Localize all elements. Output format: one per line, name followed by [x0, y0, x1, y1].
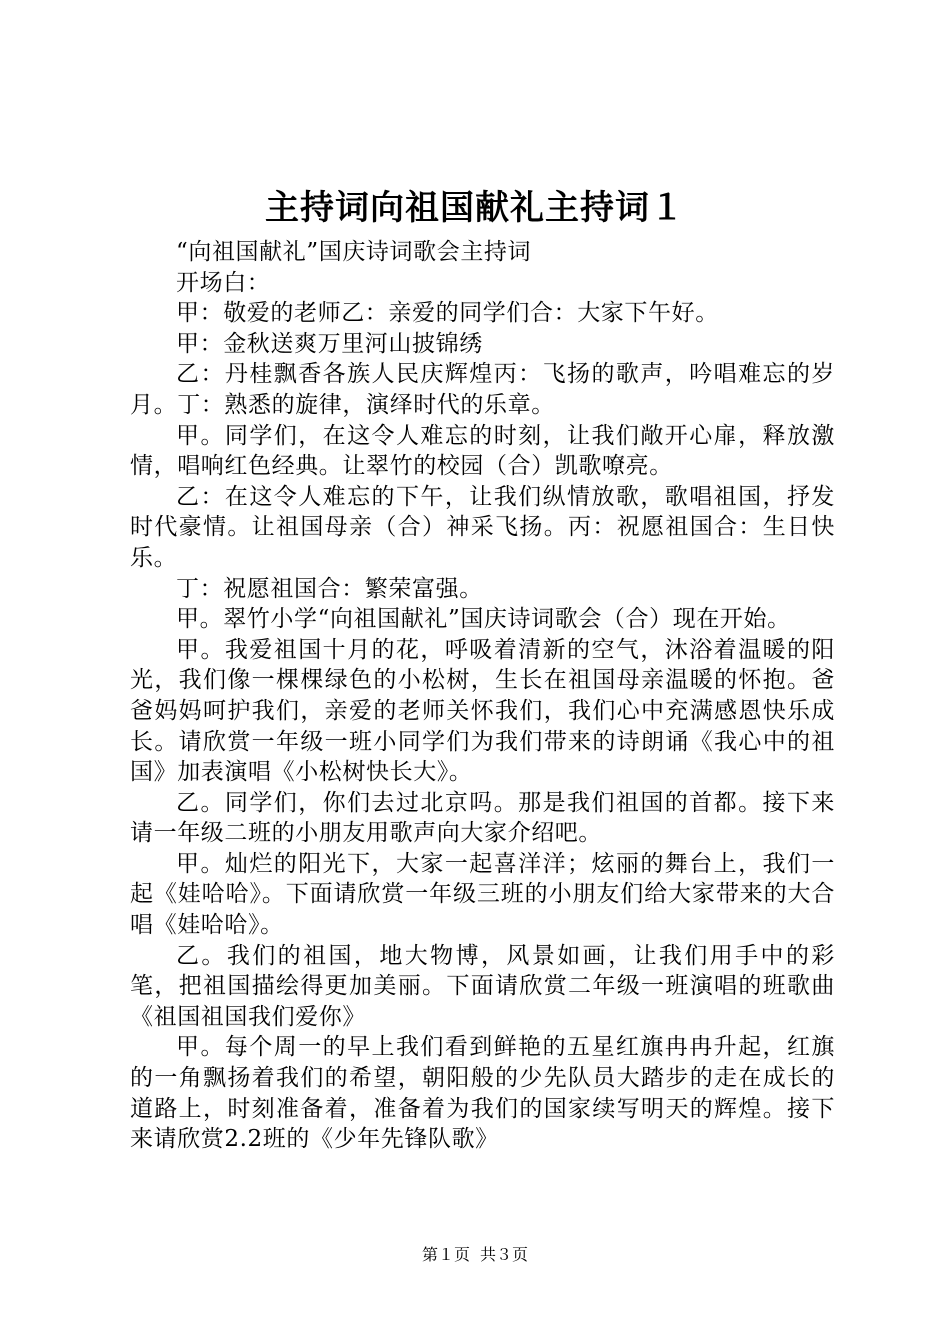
paragraph: 乙：在这令人难忘的下午，让我们纵情放歌，歌唱祖国，抒发时代豪情。让祖国母亲（合）神采飞扬。丙：祝愿祖国合：生日快乐。 — [130, 483, 835, 571]
paragraph: 甲。同学们，在这令人难忘的时刻，让我们敞开心扉，释放激情，唱响红色经典。让翠竹的校园（合）凯歌嘹亮。 — [130, 422, 835, 480]
paragraph-opening-label: 开场白： — [176, 269, 271, 296]
paragraph: 甲。每个周一的早上我们看到鲜艳的五星红旗冉冉升起，红旗的一角飘扬着我们的希望，朝阳般的少先队员大踏步的走在成长的道路上，时刻准备着，准备着为我们的国家续写明天的辉煌。接下来请欣赏2.2班的《少年先锋队歌》 — [130, 1034, 835, 1153]
paragraph: 乙。同学们，你们去过北京吗。那是我们祖国的首都。接下来请一年级二班的小朋友用歌声向大家介绍吧。 — [130, 789, 835, 847]
paragraph-subtitle: “向祖国献礼”国庆诗词歌会主持词 — [176, 239, 532, 265]
paragraph: 甲。我爱祖国十月的花，呼吸着清新的空气，沐浴着温暖的阳光，我们像一棵棵绿色的小松树，生长在祖国母亲温暖的怀抱。爸爸妈妈呵护我们，亲爱的老师关怀我们，我们心中充满感恩快乐成长。请欣赏一年级一班小同学们为我们带来的诗朗诵《我心中的祖国》加表演唱《小松树快长大》。 — [130, 636, 835, 786]
page-total: 共３页 — [480, 1245, 529, 1264]
paragraph: 甲：敬爱的老师乙：亲爱的同学们合：大家下午好。 — [176, 300, 719, 327]
paragraph: 甲：金秋送爽万里河山披锦绣 — [176, 330, 483, 357]
paragraph: 乙。我们的祖国，地大物博，风景如画，让我们用手中的彩笔，把祖国描绘得更加美丽。下面请欣赏二年级一班演唱的班歌曲《祖国祖国我们爱你》 — [130, 942, 835, 1030]
paragraph: 甲。翠竹小学“向祖国献礼”国庆诗词歌会（合）现在开始。 — [176, 606, 791, 633]
paragraph: 丁：祝愿祖国合：繁荣富强。 — [176, 575, 483, 602]
document-body — [130, 237, 835, 1155]
page-footer — [0, 1245, 950, 1265]
paragraph: 乙：丹桂飘香各族人民庆辉煌丙：飞扬的歌声，吟唱难忘的岁月。丁：熟悉的旋律，演绎时代的乐章。 — [130, 361, 835, 418]
paragraph: 甲。灿烂的阳光下，大家一起喜洋洋；炫丽的舞台上，我们一起《娃哈哈》。下面请欣赏一年级三班的小朋友们给大家带来的大合唱《娃哈哈》。 — [130, 850, 835, 939]
page-number: 第１页 — [421, 1245, 470, 1264]
document-title: 主持词向祖国献礼主持词１ — [265, 188, 685, 228]
